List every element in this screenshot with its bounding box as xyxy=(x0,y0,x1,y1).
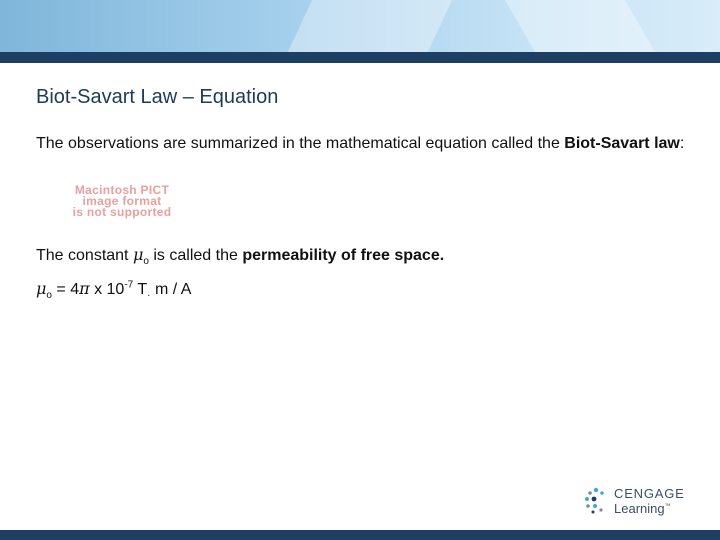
formula-eq: = 4 xyxy=(51,281,80,298)
intro-bold: Biot-Savart law xyxy=(564,135,680,152)
logo-wordmark: CENGAGE xyxy=(614,486,685,501)
logo-subword: Learning xyxy=(614,501,665,516)
cengage-logo xyxy=(584,485,694,519)
cengage-mark-icon xyxy=(584,487,608,515)
intro-text: The observations are summarized in the mathematical equation called the xyxy=(36,135,565,152)
constant-mid: is called the xyxy=(148,247,243,264)
formula-units-a: T xyxy=(133,281,148,298)
intro-paragraph xyxy=(36,134,686,153)
banner-facet xyxy=(288,0,452,52)
formula-dot: · xyxy=(147,290,151,302)
unsupported-image-placeholder xyxy=(46,185,198,218)
formula-x: x 10 xyxy=(89,281,125,298)
formula-exponent: -7 xyxy=(124,279,134,291)
placeholder-line: image format xyxy=(82,194,162,208)
header-banner xyxy=(0,0,720,52)
constant-bold: permeability of free space. xyxy=(242,247,445,264)
logo-subwordmark xyxy=(614,501,671,516)
formula-units-b: m / A xyxy=(150,281,192,298)
footer-stripe xyxy=(0,530,720,540)
permeability-formula xyxy=(36,279,191,301)
placeholder-line: is not supported xyxy=(72,205,172,219)
trademark-mark: ™ xyxy=(664,503,671,510)
intro-end: : xyxy=(679,135,685,152)
slide-title: Biot-Savart Law – Equation xyxy=(36,86,279,108)
mu-symbol: μ xyxy=(36,279,47,298)
header-stripe xyxy=(0,52,720,63)
mu-symbol: μ xyxy=(132,245,144,264)
mu-subscript: o xyxy=(143,256,149,268)
pi-symbol: π xyxy=(79,279,90,298)
constant-prefix: The constant xyxy=(36,247,133,264)
banner-facet xyxy=(505,0,655,52)
placeholder-line: Macintosh PICT xyxy=(74,183,170,197)
constant-statement xyxy=(36,245,444,267)
mu-subscript: o xyxy=(46,290,52,302)
